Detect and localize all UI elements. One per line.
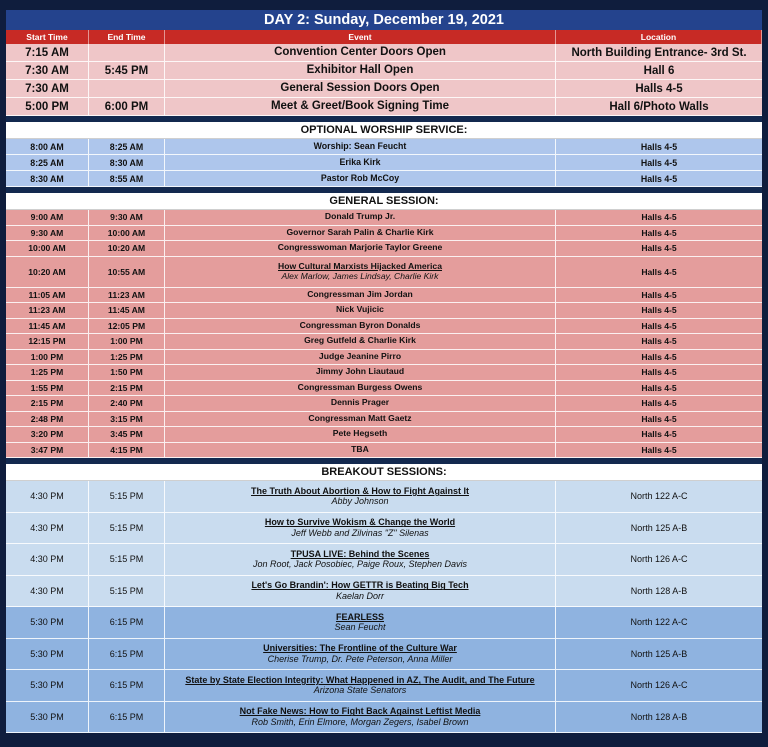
event-cell <box>165 210 556 225</box>
table-row <box>6 44 762 62</box>
location: Halls 4-5 <box>640 157 678 168</box>
general-section <box>6 210 762 458</box>
location: North 122 A-C <box>630 617 688 628</box>
location: Halls 4-5 <box>641 351 677 362</box>
column-headers <box>6 30 762 44</box>
location: North 125 A-B <box>630 648 688 659</box>
location: Halls 4-5 <box>641 444 677 455</box>
start-time: 8:00 AM <box>6 139 89 154</box>
event-title: How Cultural Marxists Hijacked America <box>278 260 442 271</box>
table-row <box>6 544 762 576</box>
header-event: Event <box>165 30 556 44</box>
table-row <box>6 702 762 734</box>
table-row <box>6 381 762 397</box>
worship-section <box>6 139 762 187</box>
event-cell <box>165 381 556 396</box>
location: Halls 4-5 <box>641 413 677 424</box>
event-cell <box>165 443 556 458</box>
start-time: 12:15 PM <box>6 334 89 349</box>
event-cell <box>165 396 556 411</box>
event-cell <box>165 171 556 186</box>
table-row <box>6 427 762 443</box>
table-row <box>6 670 762 702</box>
location: Halls 4-5 <box>640 173 678 184</box>
event-cell <box>165 427 556 442</box>
location: Halls 4-5 <box>641 243 677 254</box>
event-cell <box>165 702 556 733</box>
event-title: Erika Kirk <box>339 157 381 168</box>
location: Halls 4-5 <box>641 336 677 347</box>
start-time: 8:25 AM <box>6 155 89 170</box>
location: Halls 4-5 <box>641 289 677 300</box>
table-row <box>6 303 762 319</box>
end-time: 10:55 AM <box>89 257 165 287</box>
event-title: Donald Trump Jr. <box>324 211 396 222</box>
event-title: Exhibitor Hall Open <box>306 63 414 76</box>
end-time: 1:25 PM <box>89 350 165 365</box>
breakout-section-1 <box>6 481 762 607</box>
table-row <box>6 80 762 98</box>
event-title: The Truth About Abortion & How to Fight Against It <box>251 485 469 496</box>
location: North 125 A-B <box>630 522 688 533</box>
start-time: 4:30 PM <box>6 544 89 575</box>
end-time: 5:15 PM <box>89 481 165 512</box>
table-row <box>6 334 762 350</box>
end-time: 1:50 PM <box>89 365 165 380</box>
table-row <box>6 365 762 381</box>
table-row <box>6 319 762 335</box>
event-cell <box>165 80 556 97</box>
breakout-section-2 <box>6 607 762 733</box>
event-cell <box>165 639 556 670</box>
location: Hall 6 <box>643 64 675 77</box>
table-row <box>6 288 762 304</box>
location: North 126 A-C <box>630 554 688 565</box>
event-speakers: Kaelan Dorr <box>335 590 385 601</box>
event-title: Congressman Byron Donalds <box>299 319 421 330</box>
table-row <box>6 513 762 545</box>
event-title: Greg Gutfeld & Charlie Kirk <box>304 335 416 346</box>
start-time: 2:15 PM <box>6 396 89 411</box>
end-time: 5:15 PM <box>89 576 165 607</box>
start-time: 9:30 AM <box>6 226 89 241</box>
location: Halls 4-5 <box>641 382 677 393</box>
event-speakers: Cherise Trump, Dr. Pete Peterson, Anna Miller <box>267 653 453 664</box>
event-cell <box>165 576 556 607</box>
event-cell <box>165 334 556 349</box>
start-time: 4:30 PM <box>6 513 89 544</box>
location: Halls 4-5 <box>641 266 677 277</box>
table-row <box>6 576 762 608</box>
event-title: Convention Center Doors Open <box>274 45 446 58</box>
end-time: 5:45 PM <box>89 62 165 79</box>
event-cell <box>165 226 556 241</box>
event-speakers: Rob Smith, Erin Elmore, Morgan Zegers, Isabel Brown <box>251 716 469 727</box>
event-cell <box>165 62 556 79</box>
location: Halls 4-5 <box>635 82 683 95</box>
event-title: Judge Jeanine Pirro <box>318 350 402 361</box>
event-title: Not Fake News: How to Fight Back Against Leftist Media <box>239 706 481 717</box>
event-cell <box>165 288 556 303</box>
table-row <box>6 639 762 671</box>
event-speakers: Jeff Webb and Zilvinas "Z" Silenas <box>291 527 429 538</box>
end-time: 6:15 PM <box>89 639 165 670</box>
end-time: 10:00 AM <box>89 226 165 241</box>
end-time: 3:15 PM <box>89 412 165 427</box>
location: Halls 4-5 <box>641 398 677 409</box>
table-row <box>6 481 762 513</box>
worship-heading: OPTIONAL WORSHIP SERVICE: <box>6 122 762 139</box>
table-row <box>6 210 762 226</box>
event-cell <box>165 481 556 512</box>
event-cell <box>165 139 556 154</box>
event-title: State by State Election Integrity: What Happened in AZ, The Audit, and The Future <box>185 674 535 685</box>
event-cell <box>165 607 556 638</box>
end-time: 3:45 PM <box>89 427 165 442</box>
location: Halls 4-5 <box>641 305 677 316</box>
end-time: 6:00 PM <box>89 98 165 115</box>
event-cell <box>165 670 556 701</box>
table-row <box>6 139 762 155</box>
start-time: 7:30 AM <box>6 80 89 97</box>
event-title: Meet & Greet/Book Signing Time <box>270 99 450 112</box>
table-row <box>6 396 762 412</box>
location: North 126 A-C <box>630 680 688 691</box>
event-title: FEARLESS <box>335 611 384 622</box>
event-title: TPUSA LIVE: Behind the Scenes <box>290 548 430 559</box>
location: Halls 4-5 <box>641 367 677 378</box>
start-time: 5:30 PM <box>6 702 89 733</box>
event-title: General Session Doors Open <box>280 81 440 94</box>
event-speakers: Arizona State Senators <box>313 685 407 696</box>
end-time: 4:15 PM <box>89 443 165 458</box>
end-time: 11:45 AM <box>89 303 165 318</box>
event-title: Worship: Sean Feucht <box>313 141 407 152</box>
location: North Building Entrance- 3rd St. <box>571 46 747 59</box>
start-time: 11:05 AM <box>6 288 89 303</box>
table-row <box>6 155 762 171</box>
header-start: Start Time <box>6 30 89 44</box>
event-cell <box>165 155 556 170</box>
end-time: 6:15 PM <box>89 702 165 733</box>
location: Halls 4-5 <box>641 212 677 223</box>
start-time: 10:20 AM <box>6 257 89 287</box>
start-time: 9:00 AM <box>6 210 89 225</box>
table-row <box>6 350 762 366</box>
general-heading: GENERAL SESSION: <box>6 193 762 210</box>
location: Halls 4-5 <box>640 141 678 152</box>
schedule <box>6 0 762 733</box>
end-time: 5:15 PM <box>89 544 165 575</box>
start-time: 5:30 PM <box>6 607 89 638</box>
event-cell <box>165 44 556 61</box>
event-title: Let's Go Brandin': How GETTR is Beating Big Tech <box>251 580 469 591</box>
end-time <box>89 44 165 61</box>
event-cell <box>165 257 556 287</box>
end-time: 8:30 AM <box>89 155 165 170</box>
table-row <box>6 171 762 187</box>
event-cell <box>165 241 556 256</box>
end-time: 10:20 AM <box>89 241 165 256</box>
event-title: Congressman Burgess Owens <box>297 381 423 392</box>
location: North 122 A-C <box>630 491 688 502</box>
end-time: 2:15 PM <box>89 381 165 396</box>
event-speakers: Abby Johnson <box>331 496 389 507</box>
header-end: End Time <box>89 30 165 44</box>
start-time: 10:00 AM <box>6 241 89 256</box>
location: Hall 6/Photo Walls <box>609 100 709 113</box>
start-time: 1:25 PM <box>6 365 89 380</box>
table-row <box>6 412 762 428</box>
header-location: Location <box>556 30 762 44</box>
event-cell <box>165 319 556 334</box>
location: Halls 4-5 <box>641 227 677 238</box>
start-time: 7:30 AM <box>6 62 89 79</box>
event-cell <box>165 513 556 544</box>
start-time: 2:48 PM <box>6 412 89 427</box>
table-row <box>6 98 762 116</box>
breakout-heading: BREAKOUT SESSIONS: <box>6 464 762 481</box>
event-title: How to Survive Wokism & Change the World <box>264 517 456 528</box>
event-title: Pastor Rob McCoy <box>320 173 400 184</box>
event-title: Dennis Prager <box>330 397 390 408</box>
event-cell <box>165 350 556 365</box>
table-row <box>6 443 762 459</box>
end-time <box>89 80 165 97</box>
table-row <box>6 241 762 257</box>
start-time: 4:30 PM <box>6 481 89 512</box>
location: Halls 4-5 <box>641 320 677 331</box>
end-time: 6:15 PM <box>89 607 165 638</box>
event-title: TBA <box>351 443 369 454</box>
event-speakers: Sean Feucht <box>334 622 386 633</box>
start-time: 4:30 PM <box>6 576 89 607</box>
event-title: Congressman Jim Jordan <box>307 288 413 299</box>
start-time: 7:15 AM <box>6 44 89 61</box>
start-time: 5:00 PM <box>6 98 89 115</box>
start-time: 8:30 AM <box>6 171 89 186</box>
location: North 128 A-B <box>630 585 688 596</box>
end-time: 9:30 AM <box>89 210 165 225</box>
start-time: 3:20 PM <box>6 427 89 442</box>
end-time: 1:00 PM <box>89 334 165 349</box>
event-cell <box>165 98 556 115</box>
start-time: 1:55 PM <box>6 381 89 396</box>
table-row <box>6 62 762 80</box>
event-title: Congressman Matt Gaetz <box>308 412 412 423</box>
event-cell <box>165 365 556 380</box>
table-row <box>6 607 762 639</box>
event-title: Universities: The Frontline of the Culture War <box>263 643 457 654</box>
event-cell <box>165 412 556 427</box>
event-title: Governor Sarah Palin & Charlie Kirk <box>286 226 434 237</box>
end-time: 11:23 AM <box>89 288 165 303</box>
event-title: Pete Hegseth <box>332 428 388 439</box>
start-time: 3:47 PM <box>6 443 89 458</box>
start-time: 5:30 PM <box>6 670 89 701</box>
end-time: 6:15 PM <box>89 670 165 701</box>
event-title: Nick Vujicic <box>336 304 384 315</box>
start-time: 11:23 AM <box>6 303 89 318</box>
end-time: 12:05 PM <box>89 319 165 334</box>
end-time: 8:25 AM <box>89 139 165 154</box>
event-cell <box>165 544 556 575</box>
top-section <box>6 44 762 116</box>
event-speakers: Alex Marlow, James Lindsay, Charlie Kirk <box>281 270 439 281</box>
location: North 128 A-B <box>630 711 688 722</box>
start-time: 11:45 AM <box>6 319 89 334</box>
table-row <box>6 257 762 288</box>
page-title: DAY 2: Sunday, December 19, 2021 <box>6 10 762 30</box>
end-time: 2:40 PM <box>89 396 165 411</box>
table-row <box>6 226 762 242</box>
event-title: Jimmy John Liautaud <box>315 366 405 377</box>
event-title: Congresswoman Marjorie Taylor Greene <box>277 242 443 253</box>
event-speakers: Jon Root, Jack Posobiec, Paige Roux, Stephen Davis <box>252 559 468 570</box>
start-time: 5:30 PM <box>6 639 89 670</box>
event-cell <box>165 303 556 318</box>
location: Halls 4-5 <box>641 429 677 440</box>
start-time: 1:00 PM <box>6 350 89 365</box>
end-time: 5:15 PM <box>89 513 165 544</box>
end-time: 8:55 AM <box>89 171 165 186</box>
